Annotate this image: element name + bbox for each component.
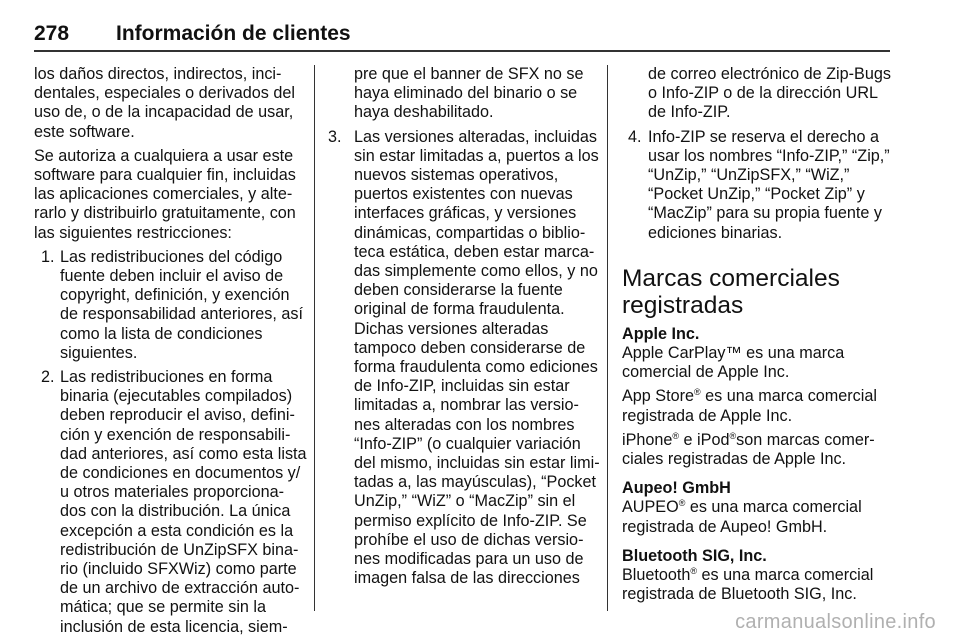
section-heading: [622, 265, 892, 319]
text-line: mática; que se permite sin la: [60, 598, 267, 617]
section-heading-line: registradas: [622, 291, 744, 319]
subheading-bluetooth: Bluetooth SIG, Inc.: [622, 546, 767, 565]
text-fragment: AUPEO: [622, 498, 679, 517]
text-line: nes alteradas con los nombres: [354, 415, 575, 434]
text-line: o Info-ZIP o de la dirección URL: [648, 84, 879, 103]
text-line: binaria (ejecutables compilados): [60, 387, 293, 406]
text-line: “UnZip,” “UnZipSFX,” “WiZ,”: [648, 166, 850, 185]
text-line: registrada de Apple Inc.: [622, 406, 793, 425]
text-line: software para cualquier fin, incluidas: [34, 166, 296, 185]
text-line: teca estática, deben estar marca-: [354, 242, 595, 261]
list-number: 1.: [41, 247, 55, 266]
text-line: usar los nombres “Info-ZIP,” “Zip,”: [648, 146, 890, 165]
text-fragment: son marcas comer-: [736, 430, 875, 449]
text-line: nuevos sistemas operativos,: [354, 166, 559, 185]
text-fragment: es una marca comercial: [697, 566, 874, 585]
text-line: ciales registradas de Apple Inc.: [622, 450, 847, 469]
registered-mark: ®: [672, 430, 680, 441]
text-line: forma fraudulenta como ediciones: [354, 358, 598, 377]
text-fragment: App Store: [622, 387, 694, 406]
text-line: tadas a, las mayúsculas), “Pocket: [354, 473, 597, 492]
text-line: ediciones binarias.: [648, 223, 783, 242]
text-line: siguientes.: [60, 343, 138, 362]
text-line: u otros materiales proporciona-: [60, 483, 285, 502]
text-line: como la lista de condiciones: [60, 324, 263, 343]
list-item-3-continued: [622, 65, 892, 123]
text-line: puertos existentes con nuevas: [354, 185, 573, 204]
text-line: Las versiones alteradas, incluidas: [354, 127, 597, 146]
subheading-aupeo: Aupeo! GmbH: [622, 479, 731, 498]
text-line: inclusión de esta licencia, siem-: [60, 617, 288, 636]
list-number: 3.: [328, 127, 342, 146]
list-number: 2.: [41, 368, 55, 387]
text-line: uso de, o de la incapacidad de usar,: [34, 103, 294, 122]
text-line: prohíbe el uso de dichas versio-: [354, 530, 584, 549]
text-line: pre que el banner de SFX no se: [354, 65, 584, 83]
paragraph-damages: [34, 65, 302, 142]
text-line: deben reproducir el aviso, defini-: [60, 406, 295, 425]
paragraph-carplay: [622, 344, 892, 382]
list-item-4: [622, 128, 892, 243]
text-line: haya eliminado del binario o se: [354, 84, 578, 103]
text-line: [622, 498, 892, 517]
text-line: [622, 387, 892, 406]
column-divider-1: [314, 65, 315, 611]
text-line: Info-ZIP se reserva el derecho a: [648, 127, 879, 146]
text-line: los daños directos, indirectos, inci-: [34, 65, 282, 83]
text-line: excepción a esta condición es la: [60, 521, 294, 540]
text-line: copyright, definición, y exención: [60, 286, 290, 305]
text-line: este software.: [34, 122, 135, 141]
text-line: del mismo, incluidas sin estar limi-: [354, 454, 600, 473]
list-item-1: [34, 248, 302, 363]
text-fragment: es una marca comercial: [700, 387, 877, 406]
text-line: tampoco deben considerarse de: [354, 338, 586, 357]
text-line: deben considerarse la fuente: [354, 281, 563, 300]
section-heading-line: Marcas comerciales: [622, 264, 840, 292]
text-line: UnZip,” “WiZ” o “MacZip” sin el: [354, 492, 576, 511]
text-fragment: Bluetooth: [622, 566, 691, 585]
list-item-3: [328, 127, 600, 589]
text-line: fuente deben incluir el aviso de: [60, 267, 284, 286]
text-line: de Info-ZIP.: [648, 103, 731, 122]
text-line: interfaces gráficas, y versiones: [354, 204, 577, 223]
registered-mark: ®: [729, 430, 737, 441]
paragraph-bluetooth: [622, 566, 892, 604]
text-line: dinámicas, compartidas o biblio-: [354, 223, 586, 242]
list-item-2: [34, 368, 307, 637]
text-line: dentales, especiales o derivados del: [34, 84, 295, 103]
text-line: registrada de Aupeo! GmbH.: [622, 517, 828, 536]
page-number: 278: [34, 22, 70, 45]
registered-mark: ®: [694, 387, 701, 398]
subheading-apple: Apple Inc.: [622, 324, 700, 343]
watermark: carmanualsonline.info: [735, 611, 936, 633]
text-line: “Info-ZIP” (o cualquier variación: [354, 434, 581, 453]
text-line: rio (incluido SFXWiz) como parte: [60, 560, 297, 579]
text-line: limitadas a, nombrar las versio-: [354, 396, 579, 415]
text-line: Las redistribuciones del código: [60, 247, 283, 266]
text-fragment: iPhone: [622, 430, 673, 449]
text-fragment: es una marca comercial: [685, 498, 862, 517]
text-line: “Pocket UnZip,” “Pocket Zip” y: [648, 185, 865, 204]
text-line: permiso explícito de Info-ZIP. Se: [354, 511, 587, 530]
text-line: registrada de Bluetooth SIG, Inc.: [622, 585, 857, 604]
text-line: Se autoriza a cualquiera a usar este: [34, 146, 294, 165]
text-line: rarlo y distribuirlo gratuitamente, con: [34, 204, 296, 223]
text-line: Las redistribuciones en forma: [60, 368, 273, 387]
text-line: [622, 566, 892, 585]
paragraph-permission: [34, 147, 302, 243]
text-line: redistribución de UnZipSFX bina-: [60, 540, 299, 559]
text-line: das simplemente como ellos, y no: [354, 262, 598, 281]
column-divider-2: [607, 65, 608, 611]
text-line: de un archivo de extracción auto-: [60, 579, 300, 598]
list-item-2-continued: [328, 65, 592, 123]
text-line: de responsabilidad anteriores, así: [60, 305, 303, 324]
text-line: las siguientes restricciones:: [34, 223, 232, 242]
text-line: [622, 431, 892, 450]
text-line: nes modificadas para un uso de: [354, 550, 584, 569]
text-line: las aplicaciones comerciales, y alte-: [34, 185, 293, 204]
paragraph-iphone: [622, 431, 892, 469]
registered-mark: ®: [690, 566, 698, 577]
text-line: imagen falsa de las direcciones: [354, 569, 580, 588]
text-line: haya deshabilitado.: [354, 103, 494, 122]
registered-mark: ®: [678, 498, 686, 509]
header-divider: [34, 50, 890, 52]
list-number: 4.: [628, 127, 642, 146]
paragraph-appstore: [622, 387, 892, 425]
page-title: Información de clientes: [116, 22, 351, 45]
text-line: “MacZip” para su propia fuente y: [648, 204, 882, 223]
text-line: ción y exención de responsabili-: [60, 425, 291, 444]
text-line: comercial de Apple Inc.: [622, 363, 790, 382]
text-line: de Info-ZIP, incluidas sin estar: [354, 377, 570, 396]
page-header: [34, 22, 890, 50]
text-line: sin estar limitadas a, puertos a los: [354, 146, 599, 165]
column-1: [34, 65, 307, 642]
text-line: original de forma fraudulenta.: [354, 300, 565, 319]
text-line: Dichas versiones alteradas: [354, 319, 549, 338]
column-3: [622, 65, 892, 609]
text-fragment: e iPod: [679, 430, 730, 449]
column-2: [328, 65, 600, 593]
text-line: dad anteriores, así como esta lista: [60, 444, 307, 463]
text-line: de correo electrónico de Zip-Bugs: [648, 65, 891, 83]
paragraph-aupeo: [622, 498, 892, 536]
text-line: de condiciones en documentos y/: [60, 464, 301, 483]
text-line: Apple CarPlay™ es una marca: [622, 344, 845, 363]
text-line: dos con la distribución. La única: [60, 502, 291, 521]
